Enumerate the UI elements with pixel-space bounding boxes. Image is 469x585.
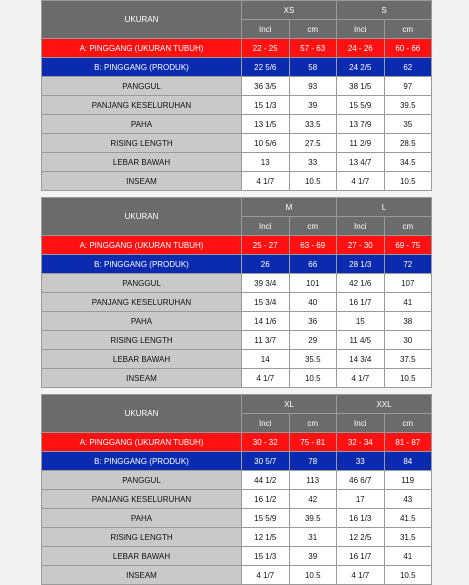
cell-value: 10.5: [289, 172, 337, 191]
cell-value: 57 - 63: [289, 39, 337, 58]
table-row: [42, 96, 432, 115]
unit-header: cm: [289, 414, 337, 433]
row-label: PANGGUL: [42, 77, 242, 96]
row-label: A: PINGGANG (UKURAN TUBUH): [42, 236, 242, 255]
cell-value: 78: [289, 452, 337, 471]
unit-header: cm: [384, 20, 432, 39]
cell-value: 14: [242, 350, 290, 369]
cell-value: 15 5/9: [337, 96, 385, 115]
cell-value: 13: [242, 153, 290, 172]
table-row: [42, 566, 432, 585]
cell-value: 30: [384, 331, 432, 350]
row-label: INSEAM: [42, 369, 242, 388]
unit-header: cm: [289, 217, 337, 236]
cell-value: 4 1/7: [337, 566, 385, 585]
unit-header: Inci: [337, 20, 385, 39]
cell-value: 84: [384, 452, 432, 471]
table-row: [42, 433, 432, 452]
cell-value: 72: [384, 255, 432, 274]
cell-value: 28.5: [384, 134, 432, 153]
table-row: [42, 77, 432, 96]
table-row: [42, 255, 432, 274]
cell-value: 10 5/6: [242, 134, 290, 153]
cell-value: 16 1/2: [242, 490, 290, 509]
unit-header: Inci: [242, 414, 290, 433]
size-table-xl-xxl: [41, 394, 432, 585]
cell-value: 32 - 34: [337, 433, 385, 452]
size-table-m-l: [41, 197, 432, 388]
row-label: B: PINGGANG (PRODUK): [42, 58, 242, 77]
cell-value: 66: [289, 255, 337, 274]
size-header: S: [337, 1, 432, 20]
cell-value: 39: [289, 547, 337, 566]
cell-value: 42 1/6: [337, 274, 385, 293]
cell-value: 14 3/4: [337, 350, 385, 369]
cell-value: 101: [289, 274, 337, 293]
cell-value: 107: [384, 274, 432, 293]
cell-value: 97: [384, 77, 432, 96]
cell-value: 10.5: [384, 172, 432, 191]
row-label: LEBAR BAWAH: [42, 153, 242, 172]
cell-value: 39 3/4: [242, 274, 290, 293]
cell-value: 4 1/7: [242, 172, 290, 191]
cell-value: 10.5: [289, 369, 337, 388]
cell-value: 22 5/6: [242, 58, 290, 77]
row-label: B: PINGGANG (PRODUK): [42, 255, 242, 274]
cell-value: 62: [384, 58, 432, 77]
row-label: PANGGUL: [42, 471, 242, 490]
cell-value: 93: [289, 77, 337, 96]
row-label: RISING LENGTH: [42, 528, 242, 547]
cell-value: 34.5: [384, 153, 432, 172]
cell-value: 38 1/5: [337, 77, 385, 96]
cell-value: 31: [289, 528, 337, 547]
cell-value: 41.5: [384, 509, 432, 528]
size-header: XL: [242, 395, 337, 414]
table-row: [42, 547, 432, 566]
size-header: XS: [242, 1, 337, 20]
table-row: [42, 350, 432, 369]
table-row: [42, 331, 432, 350]
table-row: [42, 58, 432, 77]
row-label: RISING LENGTH: [42, 134, 242, 153]
cell-value: 15 5/9: [242, 509, 290, 528]
row-label: PAHA: [42, 509, 242, 528]
unit-header: cm: [384, 414, 432, 433]
table-row: [42, 471, 432, 490]
row-label: INSEAM: [42, 172, 242, 191]
unit-header: Inci: [242, 217, 290, 236]
row-label: PANJANG KESELURUHAN: [42, 293, 242, 312]
cell-value: 27 - 30: [337, 236, 385, 255]
table-row: [42, 528, 432, 547]
cell-value: 31.5: [384, 528, 432, 547]
cell-value: 11 2/9: [337, 134, 385, 153]
table-row: [42, 134, 432, 153]
cell-value: 113: [289, 471, 337, 490]
cell-value: 4 1/7: [337, 369, 385, 388]
unit-header: cm: [384, 217, 432, 236]
cell-value: 36: [289, 312, 337, 331]
row-label: INSEAM: [42, 566, 242, 585]
cell-value: 15 1/3: [242, 547, 290, 566]
cell-value: 15: [337, 312, 385, 331]
cell-value: 4 1/7: [242, 369, 290, 388]
cell-value: 4 1/7: [337, 172, 385, 191]
cell-value: 30 - 32: [242, 433, 290, 452]
cell-value: 39.5: [289, 509, 337, 528]
cell-value: 33: [337, 452, 385, 471]
cell-value: 29: [289, 331, 337, 350]
unit-header: Inci: [242, 20, 290, 39]
cell-value: 24 - 26: [337, 39, 385, 58]
cell-value: 16 1/3: [337, 509, 385, 528]
cell-value: 13 7/9: [337, 115, 385, 134]
row-label: PANJANG KESELURUHAN: [42, 96, 242, 115]
table-row: [42, 452, 432, 471]
cell-value: 15 1/3: [242, 96, 290, 115]
cell-value: 37.5: [384, 350, 432, 369]
cell-value: 63 - 69: [289, 236, 337, 255]
size-header: L: [337, 198, 432, 217]
table-row: [42, 293, 432, 312]
cell-value: 12 1/5: [242, 528, 290, 547]
size-table-xs-s: [41, 0, 432, 191]
cell-value: 41: [384, 293, 432, 312]
cell-value: 58: [289, 58, 337, 77]
row-label: PANGGUL: [42, 274, 242, 293]
cell-value: 39.5: [384, 96, 432, 115]
table-row: [42, 39, 432, 58]
cell-value: 11 3/7: [242, 331, 290, 350]
cell-value: 16 1/7: [337, 547, 385, 566]
table-row: [42, 509, 432, 528]
header-ukuran: UKURAN: [42, 1, 242, 39]
cell-value: 69 - 75: [384, 236, 432, 255]
cell-value: 11 4/5: [337, 331, 385, 350]
table-row: [42, 490, 432, 509]
header-ukuran: UKURAN: [42, 198, 242, 236]
cell-value: 35: [384, 115, 432, 134]
cell-value: 38: [384, 312, 432, 331]
cell-value: 36 3/5: [242, 77, 290, 96]
cell-value: 25 - 27: [242, 236, 290, 255]
cell-value: 4 1/7: [242, 566, 290, 585]
cell-value: 12 2/5: [337, 528, 385, 547]
row-label: A: PINGGANG (UKURAN TUBUH): [42, 39, 242, 58]
cell-value: 60 - 66: [384, 39, 432, 58]
table-row: [42, 172, 432, 191]
row-label: A: PINGGANG (UKURAN TUBUH): [42, 433, 242, 452]
cell-value: 35.5: [289, 350, 337, 369]
cell-value: 26: [242, 255, 290, 274]
unit-header: Inci: [337, 217, 385, 236]
cell-value: 27.5: [289, 134, 337, 153]
cell-value: 43: [384, 490, 432, 509]
table-row: [42, 115, 432, 134]
cell-value: 10.5: [384, 369, 432, 388]
cell-value: 10.5: [384, 566, 432, 585]
row-label: B: PINGGANG (PRODUK): [42, 452, 242, 471]
cell-value: 40: [289, 293, 337, 312]
cell-value: 39: [289, 96, 337, 115]
cell-value: 119: [384, 471, 432, 490]
unit-header: cm: [289, 20, 337, 39]
row-label: RISING LENGTH: [42, 331, 242, 350]
cell-value: 10.5: [289, 566, 337, 585]
cell-value: 22 - 25: [242, 39, 290, 58]
cell-value: 28 1/3: [337, 255, 385, 274]
row-label: PAHA: [42, 115, 242, 134]
row-label: PANJANG KESELURUHAN: [42, 490, 242, 509]
cell-value: 30 5/7: [242, 452, 290, 471]
cell-value: 81 - 87: [384, 433, 432, 452]
cell-value: 24 2/5: [337, 58, 385, 77]
cell-value: 14 1/6: [242, 312, 290, 331]
unit-header: Inci: [337, 414, 385, 433]
row-label: LEBAR BAWAH: [42, 350, 242, 369]
table-row: [42, 274, 432, 293]
cell-value: 15 3/4: [242, 293, 290, 312]
table-row: [42, 236, 432, 255]
cell-value: 41: [384, 547, 432, 566]
cell-value: 13 1/5: [242, 115, 290, 134]
table-row: [42, 312, 432, 331]
cell-value: 46 6/7: [337, 471, 385, 490]
size-header: M: [242, 198, 337, 217]
row-label: PAHA: [42, 312, 242, 331]
table-row: [42, 369, 432, 388]
table-row: [42, 153, 432, 172]
header-ukuran: UKURAN: [42, 395, 242, 433]
cell-value: 75 - 81: [289, 433, 337, 452]
cell-value: 16 1/7: [337, 293, 385, 312]
cell-value: 44 1/2: [242, 471, 290, 490]
cell-value: 33.5: [289, 115, 337, 134]
cell-value: 42: [289, 490, 337, 509]
cell-value: 13 4/7: [337, 153, 385, 172]
cell-value: 17: [337, 490, 385, 509]
cell-value: 33: [289, 153, 337, 172]
size-header: XXL: [337, 395, 432, 414]
row-label: LEBAR BAWAH: [42, 547, 242, 566]
